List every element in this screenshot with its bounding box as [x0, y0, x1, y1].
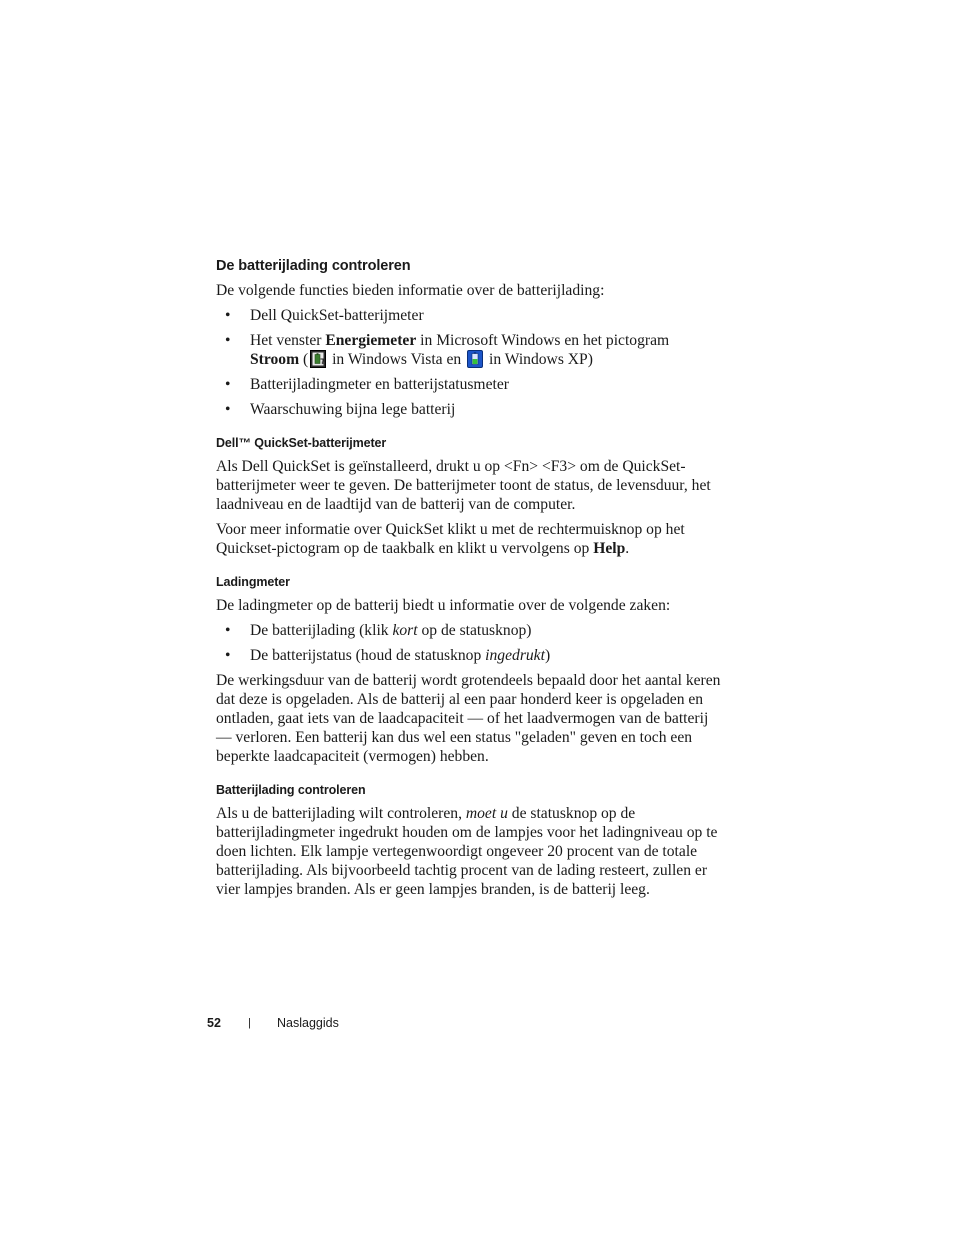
controleren-paragraph — [216, 804, 722, 899]
bullet-marker: • — [225, 622, 231, 639]
section-title: De batterijlading controleren — [216, 258, 411, 274]
ladingmeter-paragraph: De werkingsduur van de batterij wordt grotendeels bepaald door het aantal keren dat deze is opgeladen. Als de batterij al een paar honderd keer is opgeladen en ontladen, gaat iets van de laadcapaciteit — of het laadvermogen van de batterij — verloren. Een batterij kan dus wel een status "geladen" geven en toch een beperkte laadcapaciteit (vermogen) hebben. — [216, 672, 721, 765]
list-item — [216, 621, 722, 640]
quickset-heading: Dell™ QuickSet-batterijmeter — [216, 436, 387, 450]
list-item — [216, 400, 722, 419]
term-ingedrukt: ingedrukt — [485, 647, 545, 664]
list-item-text: ( — [299, 351, 309, 368]
list-item-text: De batterijstatus (houd de statusknop — [250, 647, 486, 664]
term-kort: kort — [392, 622, 418, 639]
term-moet-u: moet u — [465, 805, 508, 822]
list-item-text: Batterijladingmeter en batterijstatusmeter — [250, 376, 509, 393]
ladingmeter-heading: Ladingmeter — [216, 575, 290, 589]
bullet-marker: • — [225, 332, 231, 349]
paragraph-text: Voor meer informatie over QuickSet klikt u met de rechtermuisknop op het Quickset-pictogram op de taakbalk en klikt u vervolgens op — [216, 521, 685, 557]
paragraph-text: . — [625, 540, 630, 557]
list-item-text: in Windows Vista en — [328, 351, 466, 368]
page-number: 52 — [207, 1016, 221, 1030]
term-energiemeter: Energiemeter — [325, 332, 417, 349]
controleren-heading: Batterijlading controleren — [216, 783, 366, 797]
list-item — [216, 331, 722, 369]
ladingmeter-list — [216, 621, 722, 665]
list-item-text: in Microsoft Windows en het pictogram — [416, 332, 670, 349]
bullet-marker: • — [225, 401, 231, 418]
list-item-text: Dell QuickSet-batterijmeter — [250, 307, 424, 324]
paragraph-text: Als u de batterijlading wilt controleren, — [216, 805, 466, 822]
list-item-text: Het venster — [250, 332, 326, 349]
section-intro: De volgende functies bieden informatie over de batterijlading: — [216, 282, 605, 299]
list-item — [216, 375, 722, 394]
footer-separator: | — [248, 1017, 251, 1029]
bullet-marker: • — [225, 307, 231, 324]
term-stroom: Stroom — [250, 351, 300, 368]
list-item-text: ) — [544, 647, 551, 664]
list-item-text: De batterijlading (klik — [250, 622, 393, 639]
list-item-text: in Windows XP) — [485, 351, 593, 368]
list-item-text: op de statusknop) — [417, 622, 532, 639]
feature-list — [216, 306, 722, 419]
term-help: Help — [593, 540, 626, 557]
battery-plug-icon — [310, 350, 326, 368]
quickset-paragraph: Als Dell QuickSet is geïnstalleerd, drukt u op <Fn> <F3> om de QuickSet-batterijmeter weer te geven. De batterijmeter toont de status, de levensduur, het laadniveau en de laadtijd van de batterij van de computer. — [216, 458, 711, 513]
bullet-marker: • — [225, 647, 231, 664]
list-item — [216, 646, 722, 665]
list-item-text: Waarschuwing bijna lege batterij — [250, 401, 456, 418]
bullet-marker: • — [225, 376, 231, 393]
ladingmeter-intro: De ladingmeter op de batterij biedt u informatie over de volgende zaken: — [216, 597, 671, 614]
paragraph-text: de statusknop op de batterijladingmeter ingedrukt houden om de lampjes voor het ladingniveau op te doen lichten. Elk lampje vertegenwoordigt ongeveer 20 procent van de totale batterijlading. Als bijvoorbeeld tachtig procent van de lading resteert, zullen er vier lampjes branden. Als er geen lampjes branden, is de batterij leeg. — [216, 805, 718, 898]
battery-blue-icon — [467, 350, 483, 368]
quickset-help-paragraph — [216, 520, 722, 558]
page-content — [216, 258, 722, 905]
list-item — [216, 306, 722, 325]
footer-label: Naslaggids — [277, 1016, 339, 1030]
page-footer — [207, 1016, 339, 1030]
